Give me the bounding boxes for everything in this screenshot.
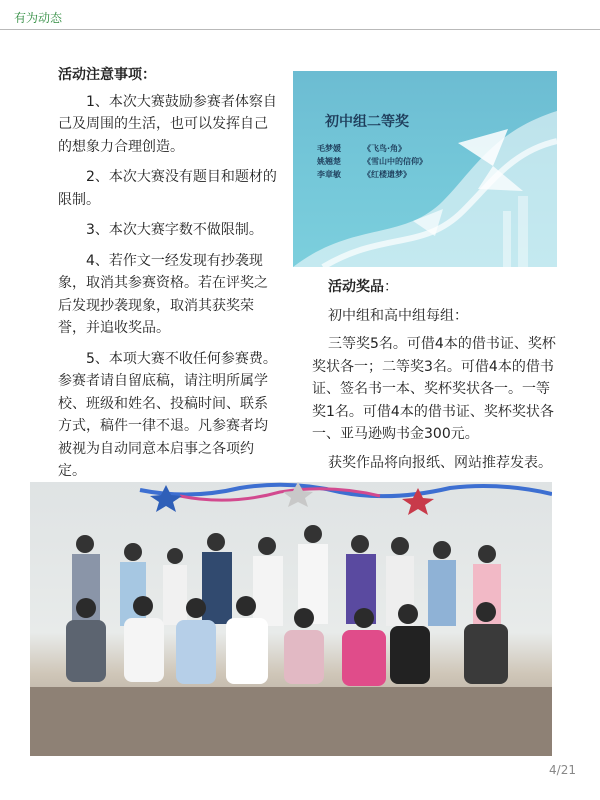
winner-name: 姚翘楚 [317,157,341,166]
prizes-heading-line [312,276,562,299]
prizes-section [312,276,562,480]
prizes-heading-colon: ： [384,279,398,295]
award-slide-row [317,156,427,167]
page-number: 4/21 [549,763,576,777]
notes-item: 3、本次大赛字数不做限制。 [86,222,263,238]
award-slide-image [293,71,557,267]
award-slide-title: 初中组二等奖 [325,114,409,130]
prizes-note: 获奖作品将向报纸、网站推荐发表。 [328,454,552,471]
notes-item: 4、若作文一经发现有抄袭现象，取消其参赛资格。若在评奖之后发现抄袭现象，取消其获奖荣誉，并追收奖品。 [58,252,268,336]
notes-item: 1、本次大赛鼓励参赛者体察自己及周围的生活，也可以发挥自己的想象力合理创造。 [58,93,277,155]
header-title: 有为动态 [14,11,63,25]
prizes-details: 三等奖5名。可借4本的借书证、奖杯奖状各一；二等奖3名。可借4本的借书证、签名书一本、奖杯奖状各一。一等奖1名。可借4本的借书证、奖杯奖状各一、亚马逊购书金300元。 [312,336,556,442]
prizes-group: 初中组和高中组每组： [328,307,468,324]
notes-heading: 活动注意事项： [58,67,156,83]
notes-item: 2、本次大赛没有题目和题材的限制。 [58,169,277,208]
group-photo-illustration [30,482,552,756]
winner-name: 毛梦媛 [317,144,341,153]
award-slide-row [317,143,407,154]
notes-section [58,64,280,544]
winner-name: 李章敏 [317,170,341,179]
header-divider [0,29,600,30]
notes-item: 5、本项大赛不收任何参赛费。参赛者请自留底稿，请注明所属学校、班级和姓名、投稿时间、联系方式，稿件一律不退。凡参赛者均被视为自动同意本启事之各项约定。 [58,350,277,479]
winner-work: 《飞鸟·角》 [363,144,407,153]
award-slide-row [317,169,411,180]
group-photo [30,482,552,756]
winner-work: 《雪山中的信仰》 [363,157,427,166]
prizes-heading: 活动奖品 [328,279,384,295]
winner-work: 《红楼遗梦》 [363,170,411,179]
